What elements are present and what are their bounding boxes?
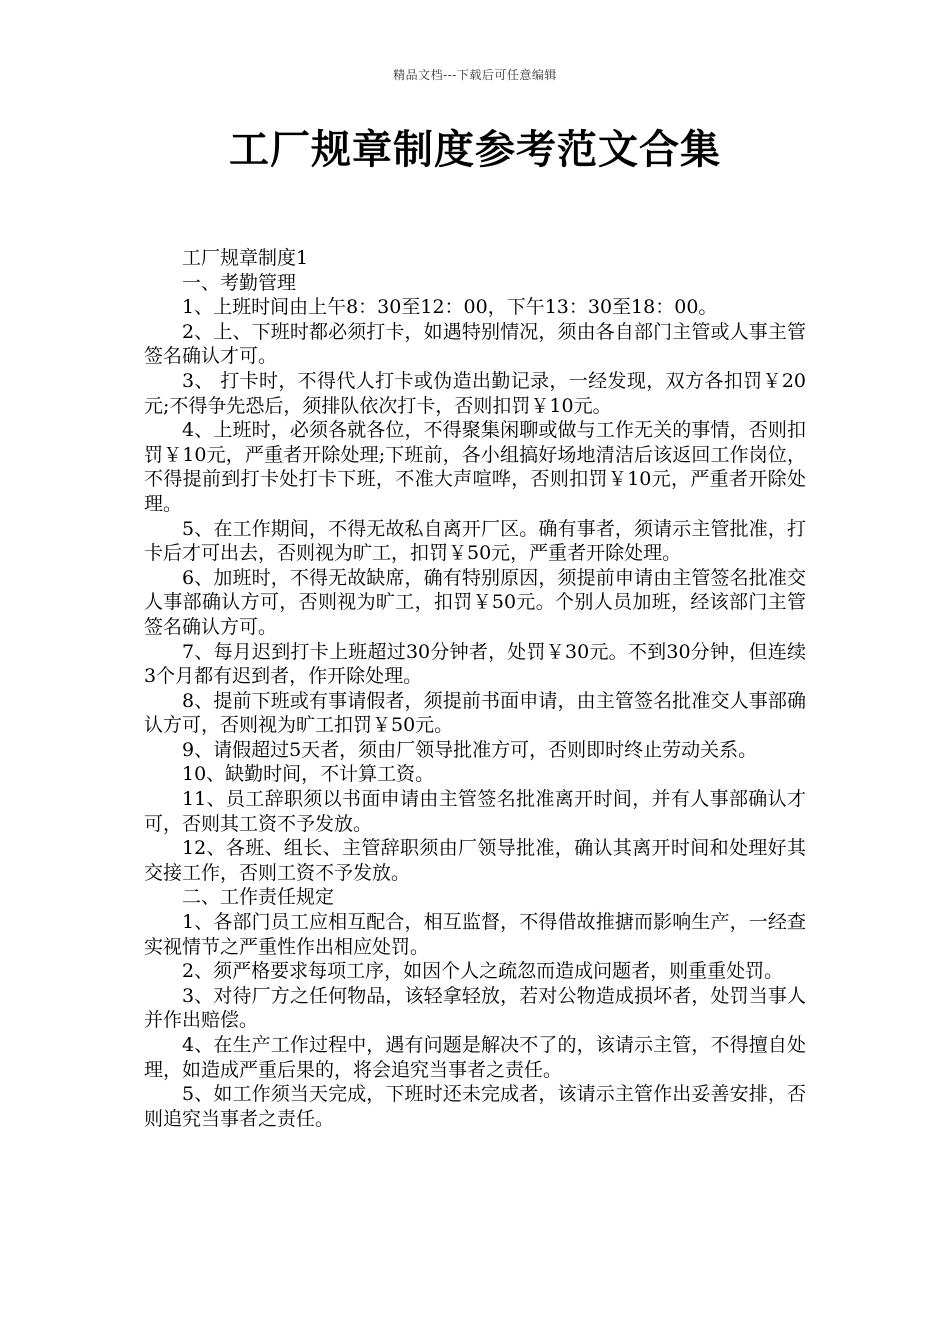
document-title: 工厂规章制度参考范文合集 — [229, 127, 721, 173]
paragraph: 12、各班、组长、主管辞职须由厂领导批准，确认其离开时间和处理好其交接工作，否则工资不予发放。 — [144, 837, 806, 884]
paragraph: 1、上班时间由上午8：30至12：00，下午13：30至18：00。 — [182, 296, 718, 319]
header-note: 精品文档---下载后可任意编辑 — [393, 68, 557, 82]
section-heading: 二、工作责任规定 — [182, 886, 335, 909]
paragraph: 11、员工辞职须以书面申请由主管签名批准离开时间，并有人事部确认才可，否则其工资不予发放。 — [144, 788, 806, 835]
document-body — [144, 246, 806, 1131]
paragraph: 6、加班时，不得无故缺席，确有特别原因，须提前申请由主管签名批准交人事部确认方可，否则视为旷工，扣罚￥50元。个别人员加班，经该部门主管签名确认方可。 — [144, 566, 806, 638]
paragraph: 3、 打卡时，不得代人打卡或伪造出勤记录，一经发现，双方各扣罚￥20元;不得争先恐后，须排队依次打卡，否则扣罚￥10元。 — [144, 369, 806, 417]
section-heading: 一、考勤管理 — [182, 271, 297, 294]
paragraph: 10、缺勤时间，不计算工资。 — [182, 763, 435, 786]
paragraph: 2、上、下班时都必须打卡，如遇特别情况，须由各自部门主管或人事主管签名确认才可。 — [144, 320, 806, 368]
paragraph: 3、对待厂方之任何物品，该轻拿轻放，若对公物造成损坏者，处罚当事人并作出赔偿。 — [144, 984, 806, 1032]
paragraph: 工厂规章制度1 — [182, 247, 309, 269]
paragraph: 9、请假超过5天者，须由厂领导批准方可，否则即时终止劳动关系。 — [182, 738, 758, 761]
paragraph: 5、如工作须当天完成，下班时还未完成者，该请示主管作出妥善安排，否则追究当事者之责任。 — [144, 1083, 806, 1130]
paragraph: 8、提前下班或有事请假者，须提前书面申请，由主管签名批准交人事部确认方可，否则视为旷工扣罚￥50元。 — [144, 689, 806, 737]
paragraph: 1、各部门员工应相互配合，相互监督，不得借故推搪而影响生产，一经查实视情节之严重性作出相应处罚。 — [144, 911, 806, 958]
paragraph: 4、在生产工作过程中，遇有问题是解决不了的，该请示主管，不得擅自处理，如造成严重后果的，将会追究当事者之责任。 — [144, 1034, 806, 1081]
paragraph: 2、须严格要求每项工序，如因个人之疏忽而造成问题者，则重重处罚。 — [182, 960, 784, 983]
paragraph: 7、每月迟到打卡上班超过30分钟者，处罚￥30元。不到30分钟，但连续3个月都有迟到者，作开除处理。 — [144, 640, 806, 688]
paragraph: 4、上班时，必须各就各位，不得聚集闲聊或做与工作无关的事情，否则扣罚￥10元，严重者开除处理;下班前，各小组搞好场地清洁后该返回工作岗位，不得提前到打卡处打卡下班，不准大声喧哗，否则扣罚￥10元，严重者开除处理。 — [144, 419, 806, 515]
paragraph: 5、在工作期间，不得无故私自离开厂区。确有事者，须请示主管批准，打卡后才可出去，否则视为旷工，扣罚￥50元，严重者开除处理。 — [144, 517, 806, 565]
